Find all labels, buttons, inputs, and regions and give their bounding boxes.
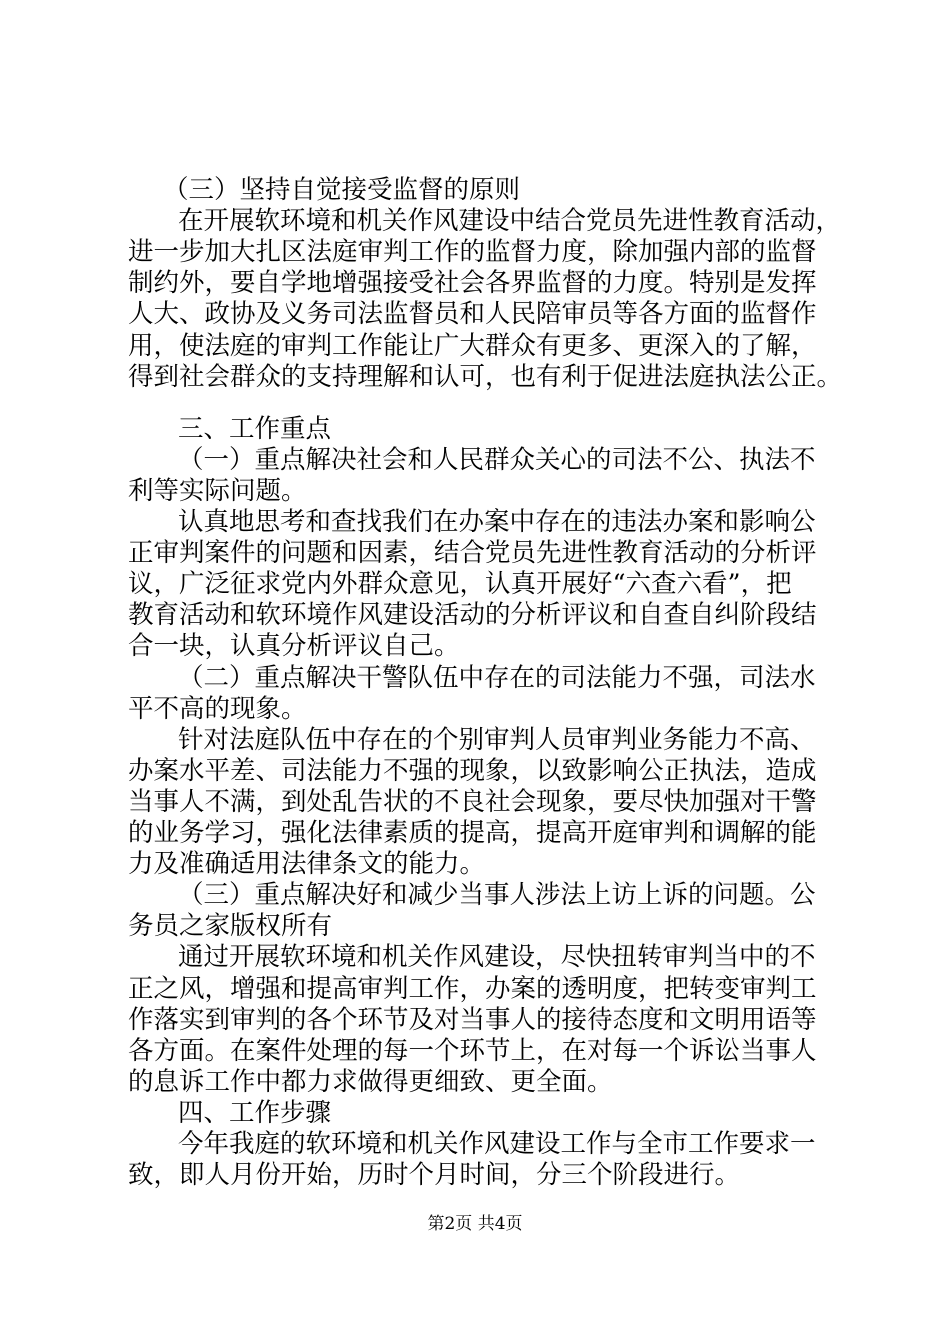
text-line: 的息诉工作中都力求做得更细致、更全面。: [128, 1067, 613, 1097]
text-line: 各方面。在案件处理的每一个环节上，在对每一个诉讼当事人: [128, 1036, 817, 1066]
section-heading: 四、工作步骤: [178, 1098, 332, 1128]
text-line: 合一块，认真分析评议自己。: [128, 631, 460, 661]
text-line: 用，使法庭的审判工作能让广大群众有更多、更深入的了解，: [128, 331, 817, 361]
subsection-heading: （二）重点解决干警队伍中存在的司法能力不强，司法水: [178, 663, 816, 693]
text-line: 的业务学习，强化法律素质的提高，提高开庭审判和调解的能: [128, 818, 817, 848]
text-line: 利等实际问题。: [128, 476, 307, 506]
text-line: 力及准确适用法律条文的能力。: [128, 849, 486, 879]
subsection-heading: （三）重点解决好和减少当事人涉法上访上诉的问题。公: [178, 880, 816, 910]
text-line: 作落实到审判的各个环节及对当事人的接待态度和文明用语等: [128, 1005, 817, 1035]
text-line: 进一步加大扎区法庭审判工作的监督力度，除加强内部的监督: [128, 237, 817, 267]
text-line: 人大、政协及义务司法监督员和人民陪审员等各方面的监督作: [128, 299, 817, 329]
text-line: 办案水平差、司法能力不强的现象，以致影响公正执法，造成: [128, 756, 817, 786]
subsection-heading: （一）重点解决社会和人民群众关心的司法不公、执法不: [178, 445, 816, 475]
text-line: 认真地思考和查找我们在办案中存在的违法办案和影响公: [178, 507, 816, 537]
section-heading: 三、工作重点: [178, 414, 332, 444]
text-line: 当事人不满，到处乱告状的不良社会现象，要尽快加强对干警: [128, 787, 817, 817]
text-line: 务员之家版权所有: [128, 911, 333, 941]
text-line: 教育活动和软环境作风建设活动的分析评议和自查自纠阶段结: [128, 600, 817, 630]
text-line: 正之风，增强和提高审判工作，办案的透明度，把转变审判工: [128, 974, 817, 1004]
text-line: 得到社会群众的支持理解和认可，也有利于促进法庭执法公正。: [128, 362, 843, 392]
text-line: 今年我庭的软环境和机关作风建设工作与全市工作要求一: [178, 1129, 816, 1159]
text-line: 平不高的现象。: [128, 694, 307, 724]
text-line: 正审判案件的问题和因素，结合党员先进性教育活动的分析评: [128, 538, 817, 568]
text-line: 针对法庭队伍中存在的个别审判人员审判业务能力不高、: [178, 725, 816, 755]
text-line: （三）坚持自觉接受监督的原则: [163, 175, 521, 205]
text-line: 议，广泛征求党内外群众意见，认真开展好“六查六看”，把: [128, 569, 792, 599]
page-footer: 第2页 共4页: [427, 1214, 523, 1234]
text-line: 通过开展软环境和机关作风建设，尽快扭转审判当中的不: [178, 942, 816, 972]
text-line: 制约外，要自学地增强接受社会各界监督的力度。特别是发挥: [128, 268, 817, 298]
text-line: 致，即人月份开始，历时个月时间，分三个阶段进行。: [128, 1160, 741, 1190]
text-line: 在开展软环境和机关作风建设中结合党员先进性教育活动，: [178, 206, 842, 236]
